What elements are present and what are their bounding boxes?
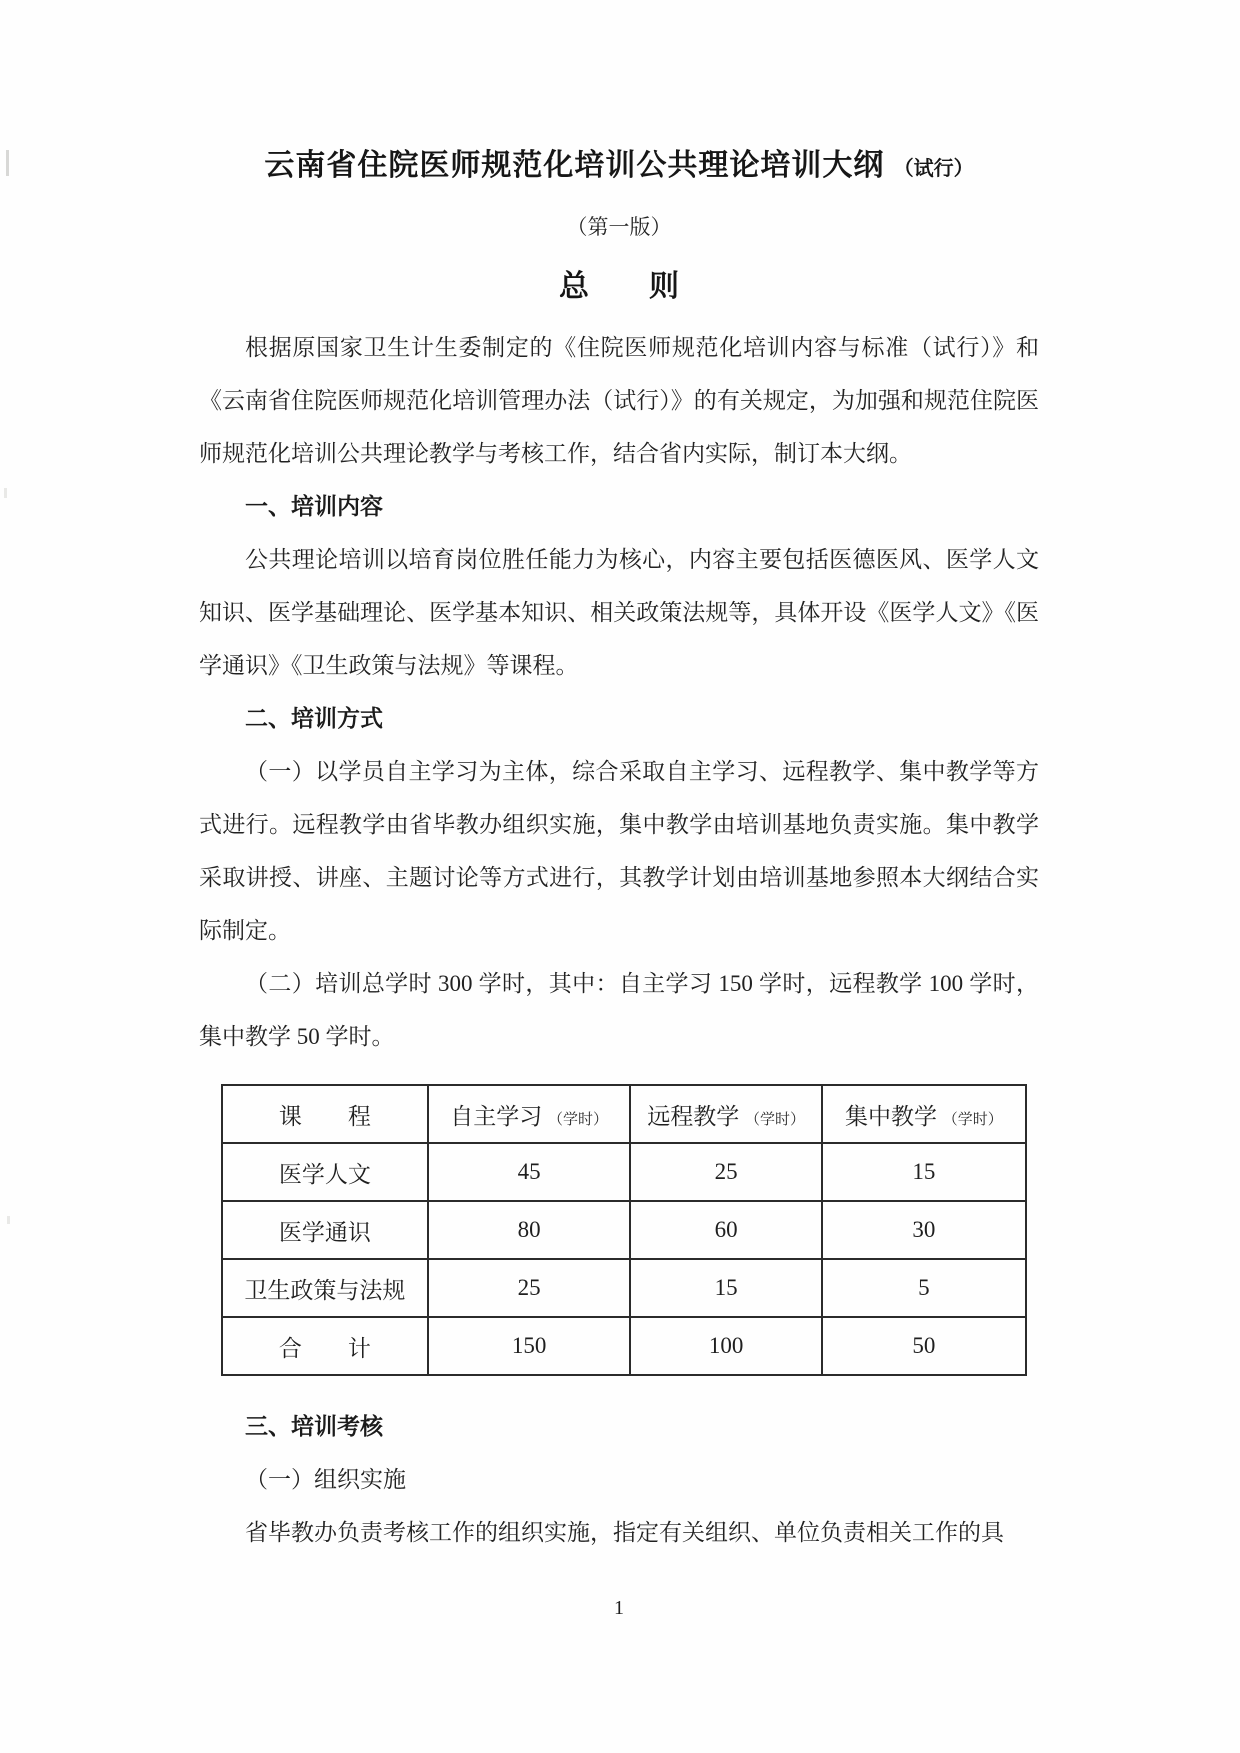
section3-paragraph-1: （一）组织实施 xyxy=(245,1467,406,1492)
cell-self-study: 80 xyxy=(428,1201,631,1259)
header-distance-unit: （学时） xyxy=(744,1111,805,1128)
header-self-study-label: 自主学习 xyxy=(450,1103,543,1129)
page-number: 1 xyxy=(614,1597,624,1619)
header-course xyxy=(222,1085,428,1143)
header-distance xyxy=(630,1085,821,1143)
training-hours-table xyxy=(221,1084,1027,1376)
cell-distance-total: 100 xyxy=(630,1317,821,1375)
document-title-text: 云南省住院医师规范化培训公共理论培训大纲 xyxy=(264,149,885,182)
cell-centralized: 30 xyxy=(822,1201,1026,1259)
section1-paragraph: 公共理论培训以培育岗位胜任能力为核心，内容主要包括医德医风、医学人文知识、医学基础理论、医学基本知识、相关政策法规等，具体开设《医学人文》《医学通识》《卫生政策与法规》等课程。 xyxy=(199,547,1039,678)
table-row xyxy=(222,1143,1026,1201)
cell-centralized-total: 50 xyxy=(822,1317,1026,1375)
intro-paragraph: 根据原国家卫生计生委制定的《住院医师规范化培训内容与标准（试行）》和《云南省住院医师规范化培训管理办法（试行）》的有关规定，为加强和规范住院医师规范化培训公共理论教学与考核工作，结合省内实际，制订本大纲。 xyxy=(199,335,1039,466)
table-header-row xyxy=(222,1085,1026,1143)
cell-distance: 15 xyxy=(630,1259,821,1317)
cell-self-study-total: 150 xyxy=(428,1317,631,1375)
header-centralized xyxy=(822,1085,1026,1143)
cell-course: 医学人文 xyxy=(222,1143,428,1201)
header-centralized-label: 集中教学 xyxy=(844,1103,937,1129)
scan-artifact xyxy=(6,150,9,176)
header-self-study xyxy=(428,1085,631,1143)
scan-artifact xyxy=(4,488,7,498)
cell-self-study: 45 xyxy=(428,1143,631,1201)
cell-distance: 60 xyxy=(630,1201,821,1259)
section3-heading: 三、培训考核 xyxy=(245,1413,383,1439)
header-course-label: 课 程 xyxy=(278,1103,371,1129)
cell-centralized: 5 xyxy=(822,1259,1026,1317)
section3-paragraph-2: 省毕教办负责考核工作的组织实施，指定有关组织、单位负责相关工作的具 xyxy=(245,1520,1004,1545)
cell-course: 医学通识 xyxy=(222,1201,428,1259)
cell-centralized: 15 xyxy=(822,1143,1026,1201)
section2-heading: 二、培训方式 xyxy=(245,705,383,731)
cell-course: 卫生政策与法规 xyxy=(222,1259,428,1317)
scan-artifact xyxy=(7,1216,10,1224)
cell-distance: 25 xyxy=(630,1143,821,1201)
header-self-study-unit: （学时） xyxy=(547,1111,608,1128)
table-total-row xyxy=(222,1317,1026,1375)
header-distance-label: 远程教学 xyxy=(647,1103,740,1129)
document-title-note: （试行） xyxy=(893,158,974,180)
document-title xyxy=(199,0,1039,189)
table-row xyxy=(222,1259,1026,1317)
section1-heading: 一、培训内容 xyxy=(245,493,383,519)
document-content xyxy=(199,0,1039,1620)
cell-self-study: 25 xyxy=(428,1259,631,1317)
cell-course-total: 合 计 xyxy=(222,1317,428,1375)
section2-paragraph-2: （二）培训总学时 300 学时，其中：自主学习 150 学时，远程教学 100 学时，集中教学 50 学时。 xyxy=(199,971,1039,1049)
section2-paragraph-1: （一）以学员自主学习为主体，综合采取自主学习、远程教学、集中教学等方式进行。远程教学由省毕教办组织实施，集中教学由培训基地负责实施。集中教学采取讲授、讲座、主题讨论等方式进行，其教学计划由培训基地参照本大纲结合实际制定。 xyxy=(199,759,1039,943)
chapter-heading: 总 则 xyxy=(559,270,679,303)
header-centralized-unit: （学时） xyxy=(942,1111,1003,1128)
edition-line: （第一版） xyxy=(566,215,672,239)
table-row xyxy=(222,1201,1026,1259)
